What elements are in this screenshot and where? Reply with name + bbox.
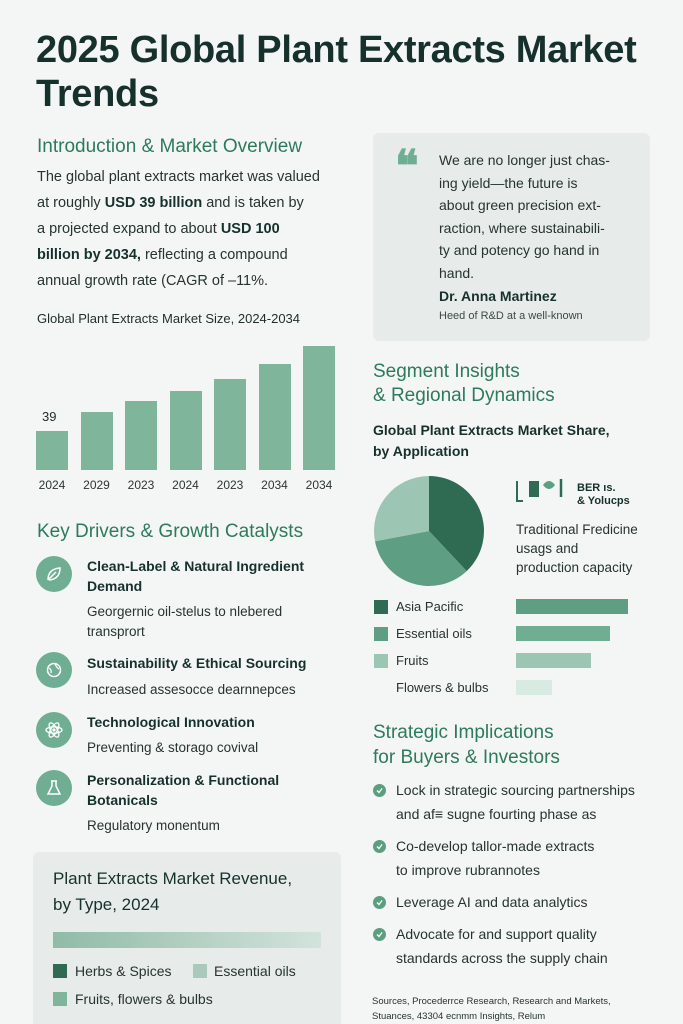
driver-2-desc: Increased assesocce dearnnepces	[87, 682, 296, 697]
segment-legend-swatch	[374, 600, 388, 614]
market-size-bar	[214, 379, 246, 470]
legend-swatch-fruits	[53, 992, 67, 1006]
bullet-icon	[373, 784, 386, 797]
driver-2-title: Sustainability & Ethical Sourcing	[87, 655, 307, 671]
globe-icon	[36, 652, 72, 688]
quote-role: Heed of R&D at a well-known	[439, 310, 583, 322]
legend-swatch-herbs	[53, 964, 67, 978]
x-tick-label: 2023	[216, 478, 244, 492]
segment-legend-swatch	[374, 654, 388, 668]
x-tick-label: 2034	[261, 478, 288, 492]
segment-bar	[516, 653, 591, 668]
bar-data-label: 39	[42, 409, 57, 424]
segment-legend-swatch	[374, 627, 388, 641]
revenue-gradient-bar	[53, 932, 321, 948]
bullet-icon	[373, 928, 386, 941]
market-size-chart-title: Global Plant Extracts Market Size, 2024-2034	[37, 311, 301, 326]
segment-heading: Segment Insights & Regional Dynamics	[373, 361, 555, 406]
driver-4-desc: Regulatory monentum	[87, 818, 220, 833]
quote-text: We are no longer just chas- ing yield—the future is about green precision ext- raction, where sustainabili- ty and potency go hand in hand.	[439, 152, 610, 281]
x-tick-label: 2023	[127, 478, 155, 492]
implication-4: Advocate for and support quality standards across the supply chain	[396, 926, 608, 966]
segment-legend-label: Essential oils	[396, 626, 472, 641]
intro-heading: Introduction & Market Overview	[37, 136, 303, 157]
segment-bar	[516, 626, 610, 641]
implications-heading: Strategic Implications for Buyers & Investors	[373, 722, 560, 768]
market-size-bar	[125, 401, 157, 470]
x-tick-label: 2024	[38, 478, 66, 492]
driver-1-desc: Georgernic oil-stelus to nlebered transprort	[87, 604, 283, 639]
page-title: 2025 Global Plant Extracts Market Trends	[36, 29, 637, 115]
driver-3-title: Technological Innovation	[87, 714, 255, 730]
segment-legend-label: Flowers & bulbs	[396, 680, 489, 695]
flask-icon	[36, 770, 72, 806]
driver-4-title: Personalization & Functional Botanicals	[87, 772, 280, 808]
driver-3-desc: Preventing & storago covival	[87, 740, 259, 755]
segment-legend-label: Fruits	[396, 653, 429, 668]
legend-label-fruits: Fruits, flowers & bulbs	[75, 991, 213, 1007]
intro-paragraph: The global plant extracts market was valued at roughly USD 39 billion and is taken by a projected expand to about USD 100 billion by 2034, reflecting a compound annual growth rate (CAGR of –11%.	[37, 169, 320, 289]
atom-icon	[36, 712, 72, 748]
x-tick-label: 2024	[172, 478, 199, 492]
plant-bottle-icon	[515, 475, 575, 505]
legend-label-oils: Essential oils	[214, 963, 296, 979]
sources-note: Sources, Procederrce Research, Research and Markets, Stuances, 43304 ecnmm Insights, Relum	[372, 996, 611, 1022]
revenue-card	[33, 852, 341, 1024]
bullet-icon	[373, 896, 386, 909]
implication-1: Lock in strategic sourcing partnerships and af≡ sugne fourting phase as	[396, 782, 635, 822]
badge-logo	[515, 475, 575, 505]
segment-bar	[516, 599, 628, 614]
segment-legend-label: Asia Pacific	[396, 599, 464, 614]
x-tick-label: 2029	[83, 478, 110, 492]
implication-2: Co-develop tallor-made extracts to improve rubrannotes	[396, 838, 595, 878]
implication-3: Leverage AI and data analytics	[396, 894, 588, 910]
share-pie-chart	[373, 475, 485, 587]
leaf-icon	[36, 556, 72, 592]
drivers-heading: Key Drivers & Growth Catalysts	[37, 521, 304, 542]
bullet-icon	[373, 840, 386, 853]
quote-icon: ❝	[395, 141, 419, 192]
market-size-bar	[81, 412, 113, 470]
legend-label-herbs: Herbs & Spices	[75, 963, 172, 979]
segment-bar	[516, 680, 552, 695]
market-size-bar	[259, 364, 291, 470]
market-size-bar	[303, 346, 335, 470]
market-size-bar	[36, 431, 68, 470]
pie-slice-fruits	[374, 476, 429, 541]
badge-text: BER ıs. & Yolucps	[577, 482, 630, 507]
x-tick-label: 2034	[305, 478, 333, 492]
quote-author: Dr. Anna Martinez	[439, 288, 557, 304]
market-size-bar	[170, 391, 202, 470]
legend-swatch-oils	[193, 964, 207, 978]
segment-note: Traditional Fredicine usags and production capacity	[516, 522, 638, 575]
revenue-title: Plant Extracts Market Revenue, by Type, 2024	[53, 869, 293, 914]
share-chart-title: Global Plant Extracts Market Share, by Application	[373, 422, 610, 459]
quote-card	[373, 133, 650, 341]
driver-1-title: Clean-Label & Natural Ingredient Demand	[87, 558, 305, 594]
